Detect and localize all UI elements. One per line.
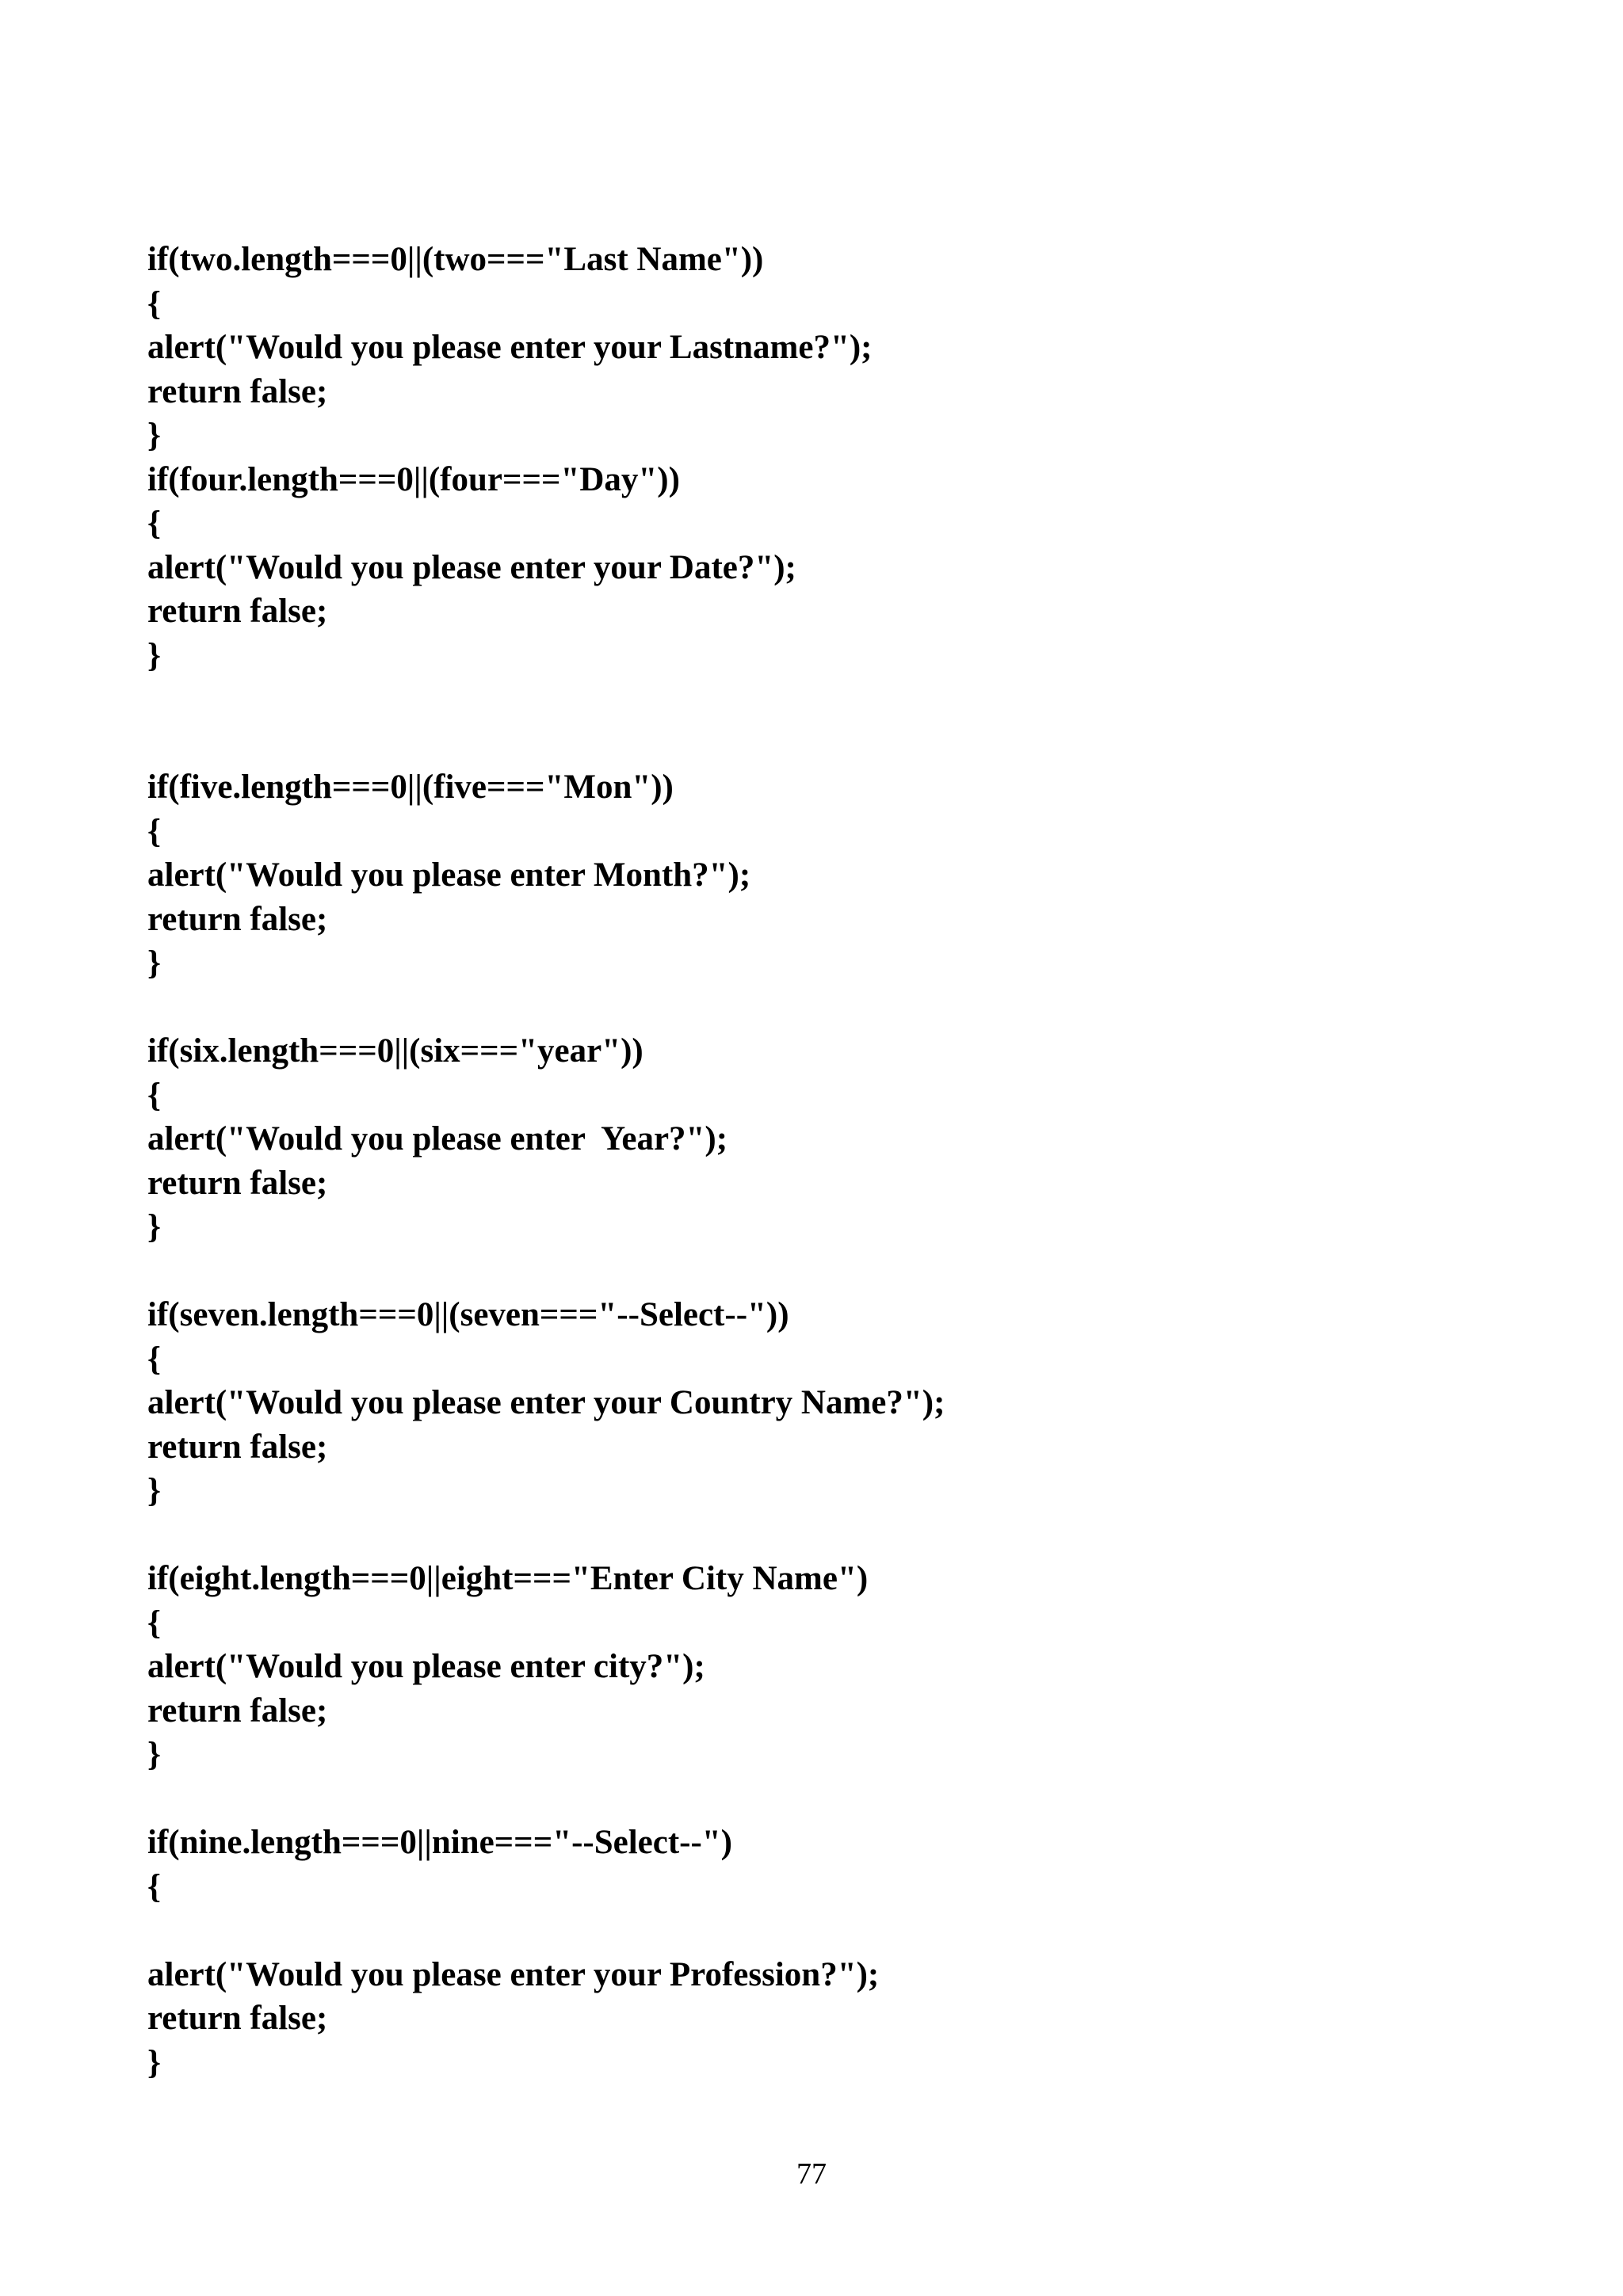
code-line: } <box>147 1208 161 1245</box>
code-line <box>147 1909 945 1953</box>
code-line: return false; <box>147 1691 328 1730</box>
code-line: alert("Would you please enter your Date?"); <box>147 548 796 586</box>
code-line: alert("Would you please enter your Profession?"); <box>147 1955 880 1993</box>
code-line: if(nine.length===0||nine==="--Select--") <box>147 1824 732 1861</box>
code-line: } <box>147 1736 161 1773</box>
code-line: { <box>147 1076 161 1114</box>
code-line: alert("Would you please enter Year?"); <box>147 1120 728 1158</box>
code-line: alert("Would you please enter your Country Name?"); <box>147 1384 945 1421</box>
code-line: if(seven.length===0||(seven==="--Select--")) <box>147 1296 789 1333</box>
code-line: if(eight.length===0||eight==="Enter City Name") <box>147 1560 869 1597</box>
code-line: } <box>147 636 161 674</box>
code-line: if(five.length===0||(five==="Mon")) <box>147 769 674 806</box>
code-line <box>147 1777 945 1821</box>
code-line: { <box>147 1604 161 1642</box>
code-line: { <box>147 505 161 542</box>
page-number: 77 <box>796 2157 827 2191</box>
code-line: { <box>147 812 161 850</box>
code-line: return false; <box>147 2000 328 2037</box>
code-line: } <box>147 417 161 454</box>
code-line: return false; <box>147 1164 328 1202</box>
code-line <box>147 986 945 1030</box>
code-block <box>147 238 945 2084</box>
code-line: { <box>147 1340 161 1378</box>
code-line <box>147 1513 945 1558</box>
code-line: alert("Would you please enter your Lastname?"); <box>147 329 873 366</box>
code-line: } <box>147 1472 161 1509</box>
code-line: } <box>147 944 161 982</box>
code-line: if(six.length===0||(six==="year")) <box>147 1032 643 1070</box>
code-line <box>147 677 945 722</box>
code-line: alert("Would you please enter Month?"); <box>147 856 751 894</box>
code-line: return false; <box>147 593 328 630</box>
code-line <box>147 722 945 766</box>
code-line: { <box>147 1867 161 1905</box>
code-line: if(four.length===0||(four==="Day")) <box>147 460 680 498</box>
code-line: if(two.length===0||(two==="Last Name")) <box>147 241 764 278</box>
code-line: { <box>147 284 161 322</box>
code-line: alert("Would you please enter city?"); <box>147 1648 705 1685</box>
code-line: } <box>147 2043 161 2081</box>
code-line <box>147 1249 945 1294</box>
code-line: return false; <box>147 372 328 410</box>
code-line: return false; <box>147 900 328 938</box>
code-line: return false; <box>147 1428 328 1466</box>
